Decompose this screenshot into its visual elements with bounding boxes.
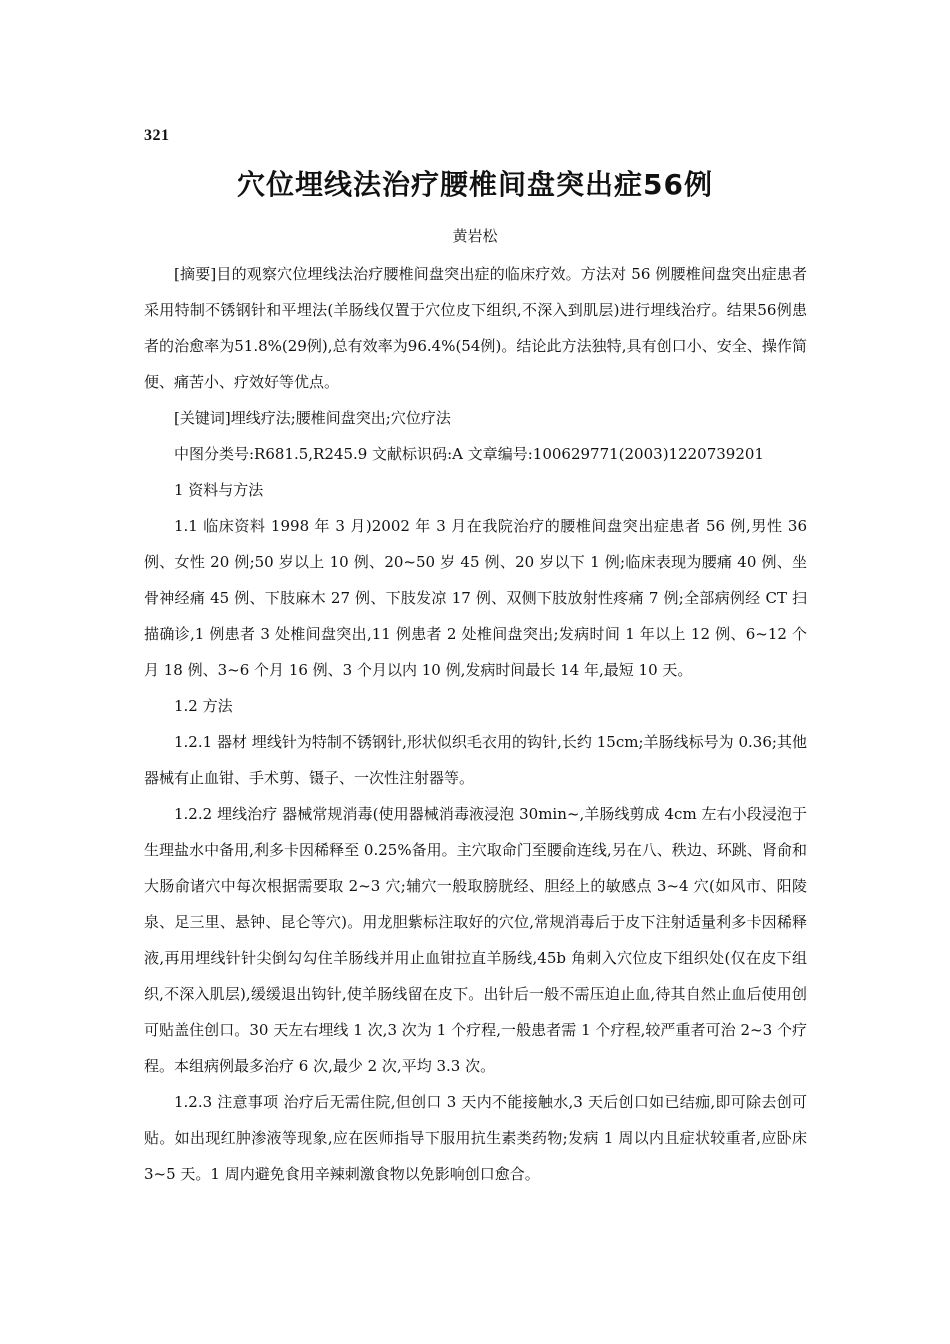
subsection-heading-methods: 1.2 方法	[174, 697, 233, 715]
abstract-paragraph: [摘要]目的观察穴位埋线法治疗腰椎间盘突出症的临床疗效。方法对 56 例腰椎间盘突出症患者采用特制不锈钢针和平埋法(羊肠线仅置于穴位皮下组织,不深入到肌层)进行埋线治疗。结果56例患者的治愈率为51.8%(29例),总有效率为96.4%(54例)。结论此方法独特,具有创口小、安全、操作简便、痛苦小、疗效好等优点。	[144, 265, 807, 391]
page-number: 321	[144, 127, 170, 144]
section-heading-materials-methods: 1 资料与方法	[174, 481, 264, 499]
equipment-paragraph: 1.2.1 器材 埋线针为特制不锈钢针,形状似织毛衣用的钩针,长约 15cm;羊肠线标号为 0.36;其他器械有止血钳、手术剪、镊子、一次性注射器等。	[144, 733, 807, 787]
classification-paragraph: 中图分类号:R681.5,R245.9 文献标识码:A 文章编号:100629771(2003)1220739201	[174, 445, 764, 463]
author-name: 黄岩松	[452, 227, 498, 245]
article-body	[144, 256, 807, 1192]
embedding-treatment-paragraph: 1.2.2 埋线治疗 器械常规消毒(使用器械消毒液浸泡 30min~,羊肠线剪成 4cm 左右小段浸泡于生理盐水中备用,利多卡因稀释至 0.25%备用。主穴取命门至腰俞连线,另在八、秩边、环跳、肾俞和大肠俞诸穴中每次根据需要取 2~3 穴;辅穴一般取膀胱经、胆经上的敏感点 3~4 穴(如风市、阳陵泉、足三里、悬钟、昆仑等穴)。用龙胆紫标注取好的穴位,常规消毒后于皮下注射适量利多卡因稀释液,再用埋线针针尖倒勾勾住羊肠线并用止血钳拉直羊肠线,45b 角刺入穴位皮下组织处(仅在皮下组织,不深入肌层),缓缓退出钩针,使羊肠线留在皮下。出针后一般不需压迫止血,待其自然止血后使用创可贴盖住创口。30 天左右埋线 1 次,3 次为 1 个疗程,一般患者需 1 个疗程,较严重者可治 2~3 个疗程。本组病例最多治疗 6 次,最少 2 次,平均 3.3 次。	[144, 805, 807, 1075]
clinical-data-paragraph: 1.1 临床资料 1998 年 3 月)2002 年 3 月在我院治疗的腰椎间盘突出症患者 56 例,男性 36 例、女性 20 例;50 岁以上 10 例、20~50 岁 45 例、20 岁以下 1 例;临床表现为腰痛 40 例、坐骨神经痛 45 例、下肢麻木 27 例、下肢发凉 17 例、双侧下肢放射性疼痛 7 例;全部病例经 CT 扫描确诊,1 例患者 3 处椎间盘突出,11 例患者 2 处椎间盘突出;发病时间 1 年以上 12 例、6~12 个月 18 例、3~6 个月 16 例、3 个月以内 10 例,发病时间最长 14 年,最短 10 天。	[144, 517, 807, 679]
keywords-paragraph: [关键词]埋线疗法;腰椎间盘突出;穴位疗法	[174, 409, 451, 427]
precautions-paragraph: 1.2.3 注意事项 治疗后无需住院,但创口 3 天内不能接触水,3 天后创口如已结痂,即可除去创可贴。如出现红肿渗液等现象,应在医师指导下服用抗生素类药物;发病 1 周以内且症状较重者,应卧床 3~5 天。1 周内避免食用辛辣刺激食物以免影响创口愈合。	[144, 1093, 807, 1183]
article-title: 穴位埋线法治疗腰椎间盘突出症56例	[237, 168, 713, 201]
